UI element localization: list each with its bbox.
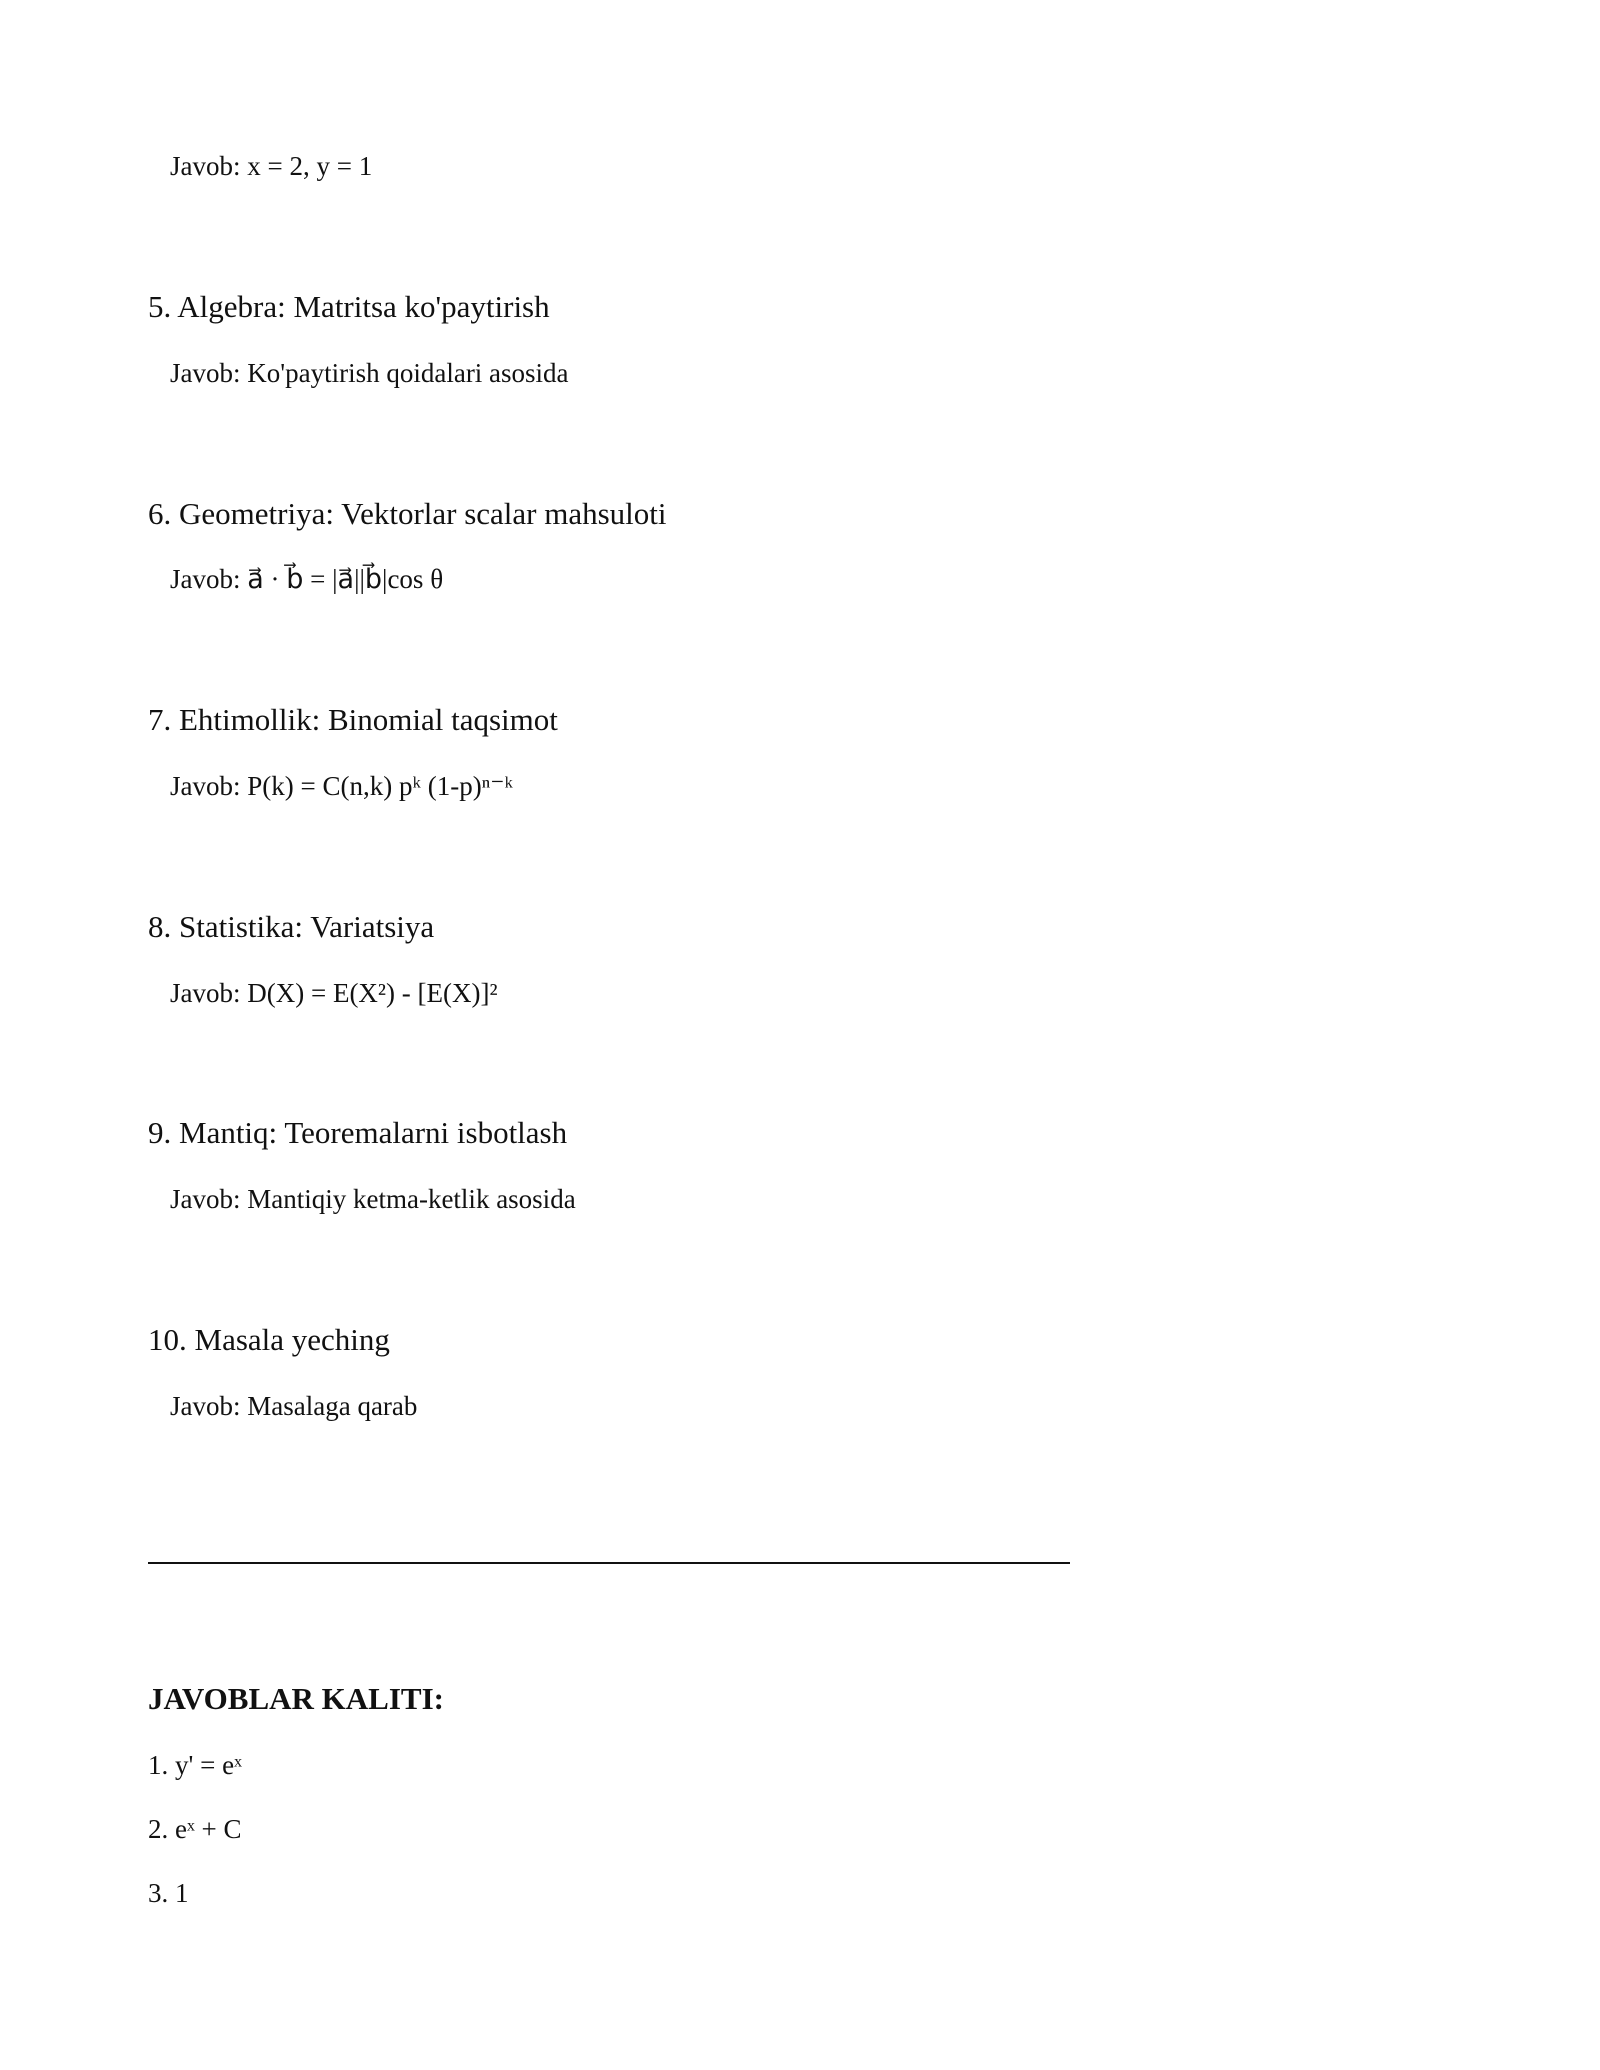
answer-key-entry-1: 1. y' = eˣ — [148, 1750, 242, 1780]
answer-9: Javob: Mantiqiy ketma-ketlik asosida — [170, 1184, 576, 1214]
answer-10: Javob: Masalaga qarab — [170, 1391, 418, 1421]
question-5: 5. Algebra: Matritsa ko'paytirish — [148, 289, 550, 324]
answer-key-title: JAVOBLAR KALITI: — [148, 1681, 444, 1716]
question-7: 7. Ehtimollik: Binomial taqsimot — [148, 702, 558, 737]
section-divider — [148, 1562, 1070, 1564]
answer-key-entry-3: 3. 1 — [148, 1878, 189, 1908]
answer-6: Javob: a⃗ · b⃗ = |a⃗||b⃗|cos θ — [170, 564, 444, 594]
answer-8: Javob: D(X) = E(X²) - [E(X)]² — [170, 978, 498, 1008]
answer-5: Javob: Ko'paytirish qoidalari asosida — [170, 358, 569, 388]
question-10: 10. Masala yeching — [148, 1322, 390, 1357]
question-6: 6. Geometriya: Vektorlar scalar mahsuloti — [148, 496, 667, 531]
question-9: 9. Mantiq: Teoremalarni isbotlash — [148, 1115, 568, 1150]
answer-7: Javob: P(k) = C(n,k) pᵏ (1-p)ⁿ⁻ᵏ — [170, 771, 513, 801]
answer-key-entry-2: 2. eˣ + C — [148, 1814, 242, 1844]
question-8: 8. Statistika: Variatsiya — [148, 909, 435, 944]
answer-4: Javob: x = 2, y = 1 — [170, 151, 373, 181]
